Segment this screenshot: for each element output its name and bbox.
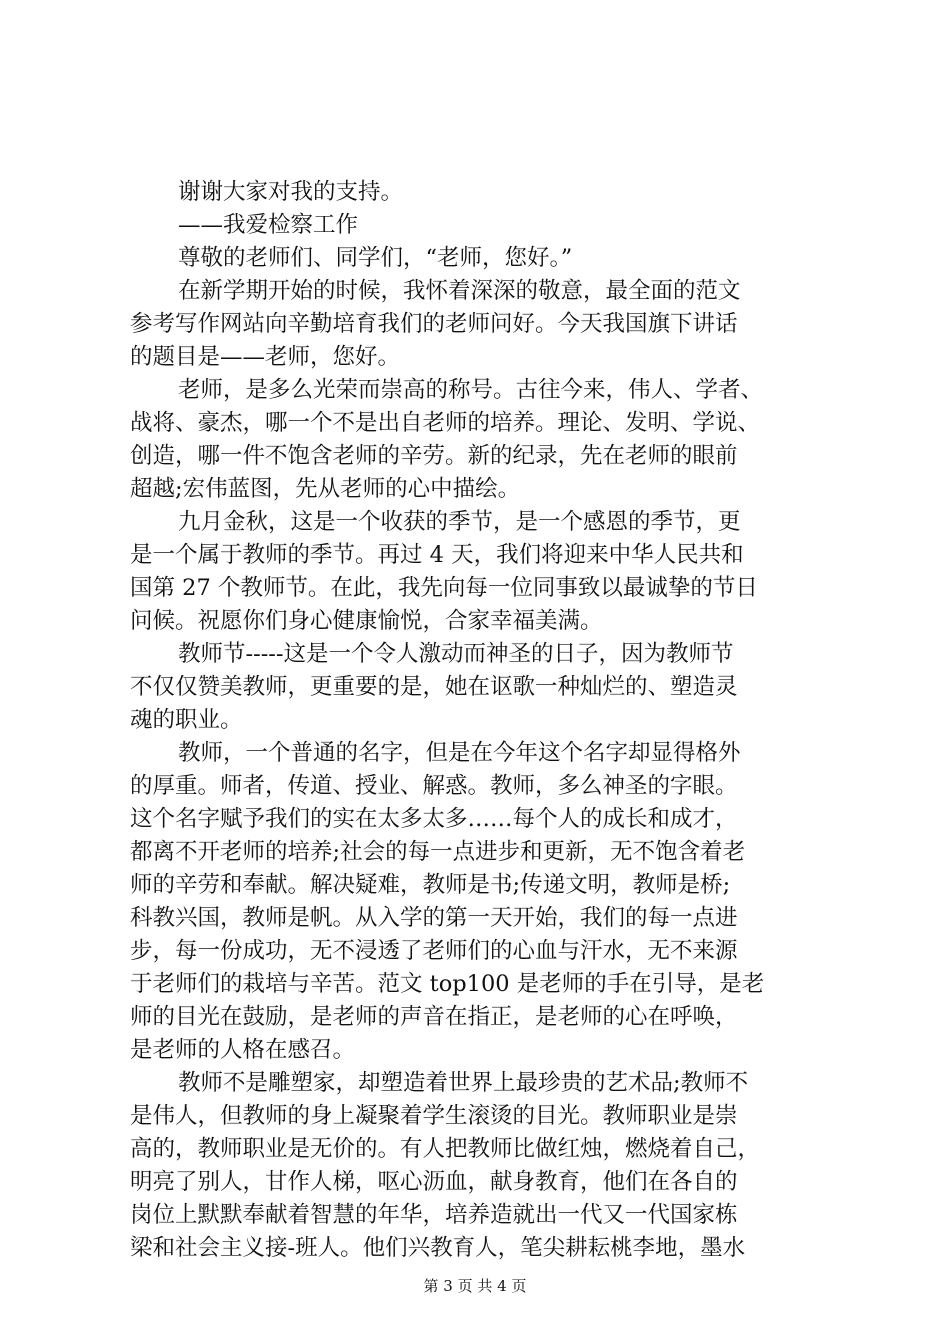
text-line: 高的，教师职业是无价的。有人把教师比做红烛，燃烧着自己， (130, 1136, 761, 1162)
text-line: 是老师的人格在感召。 (130, 1037, 356, 1063)
text-line: 参考写作网站向辛勤培育我们的老师问好。今天我国旗下讲话 (130, 311, 738, 337)
text-line: 的题目是——老师，您好。 (130, 344, 401, 370)
text-line: 谢谢大家对我的支持。 (178, 179, 404, 205)
text-line: 不仅仅赞美教师，更重要的是，她在讴歌一种灿烂的、塑造灵 (130, 674, 738, 700)
page-number-footer: 第 3 页 共 4 页 (423, 1277, 527, 1295)
text-line: 问候。祝愿你们身心健康愉悦，合家幸福美满。 (130, 608, 603, 634)
text-line: 步，每一份成功，无不浸透了老师们的心血与汗水，无不来源 (130, 938, 738, 964)
document-body (130, 176, 830, 1265)
text-line: 是一个属于教师的季节。再过 4 天，我们将迎来中华人民共和 (130, 542, 744, 568)
text-line: 九月金秋，这是一个收获的季节，是一个感恩的季节，更 (178, 509, 741, 535)
text-line: 师的目光在鼓励，是老师的声音在指正，是老师的心在呼唤， (130, 1004, 738, 1030)
text-line: 战将、豪杰，哪一个不是出自老师的培养。理论、发明、学说、 (130, 410, 761, 436)
text-line: 这个名字赋予我们的实在太多太多……每个人的成长和成才， (130, 806, 738, 832)
text-line: 超越;宏伟蓝图，先从老师的心中描绘。 (130, 476, 521, 502)
text-line: 教师不是雕塑家，却塑造着世界上最珍贵的艺术品;教师不 (178, 1070, 749, 1096)
text-line: 都离不开老师的培养;社会的每一点进步和更新，无不饱含着老 (130, 839, 746, 865)
text-line: 梁和社会主义接-班人。他们兴教育人，笔尖耕耘桃李地，墨水 (130, 1235, 746, 1261)
text-line: 尊敬的老师们、同学们，“老师，您好。” (178, 245, 573, 271)
text-line: 在新学期开始的时候，我怀着深深的敬意，最全面的范文 (178, 278, 741, 304)
text-line: 明亮了别人，甘作人梯，呕心沥血，献身教育，他们在各自的 (130, 1169, 738, 1195)
text-line: 魂的职业。 (130, 707, 243, 733)
text-line: 师的辛劳和奉献。解决疑难，教师是书;传递文明，教师是桥; (130, 872, 731, 898)
text-line: 教师，一个普通的名字，但是在今年这个名字却显得格外 (178, 740, 741, 766)
text-line: 岗位上默默奉献着智慧的年华，培养造就出一代又一代国家栋 (130, 1202, 738, 1228)
text-line: 创造，哪一件不饱含老师的辛劳。新的纪录，先在老师的眼前 (130, 443, 738, 469)
text-line: 教师节-----这是一个令人激动而神圣的日子，因为教师节 (178, 641, 734, 667)
text-line: 于老师们的栽培与辛苦。范文 top100 是老师的手在引导，是老 (130, 971, 765, 997)
text-line: 老师，是多么光荣而崇高的称号。古往今来，伟人、学者、 (178, 377, 764, 403)
text-line: ——我爱检察工作 (178, 212, 359, 238)
text-line: 科教兴国，教师是帆。从入学的第一天开始，我们的每一点进 (130, 905, 738, 931)
text-line: 的厚重。师者，传道、授业、解惑。教师，多么神圣的字眼。 (130, 773, 738, 799)
text-line: 国第 27 个教师节。在此，我先向每一位同事致以最诚挚的节日 (130, 575, 758, 601)
text-line: 是伟人，但教师的身上凝聚着学生滚烫的目光。教师职业是崇 (130, 1103, 738, 1129)
